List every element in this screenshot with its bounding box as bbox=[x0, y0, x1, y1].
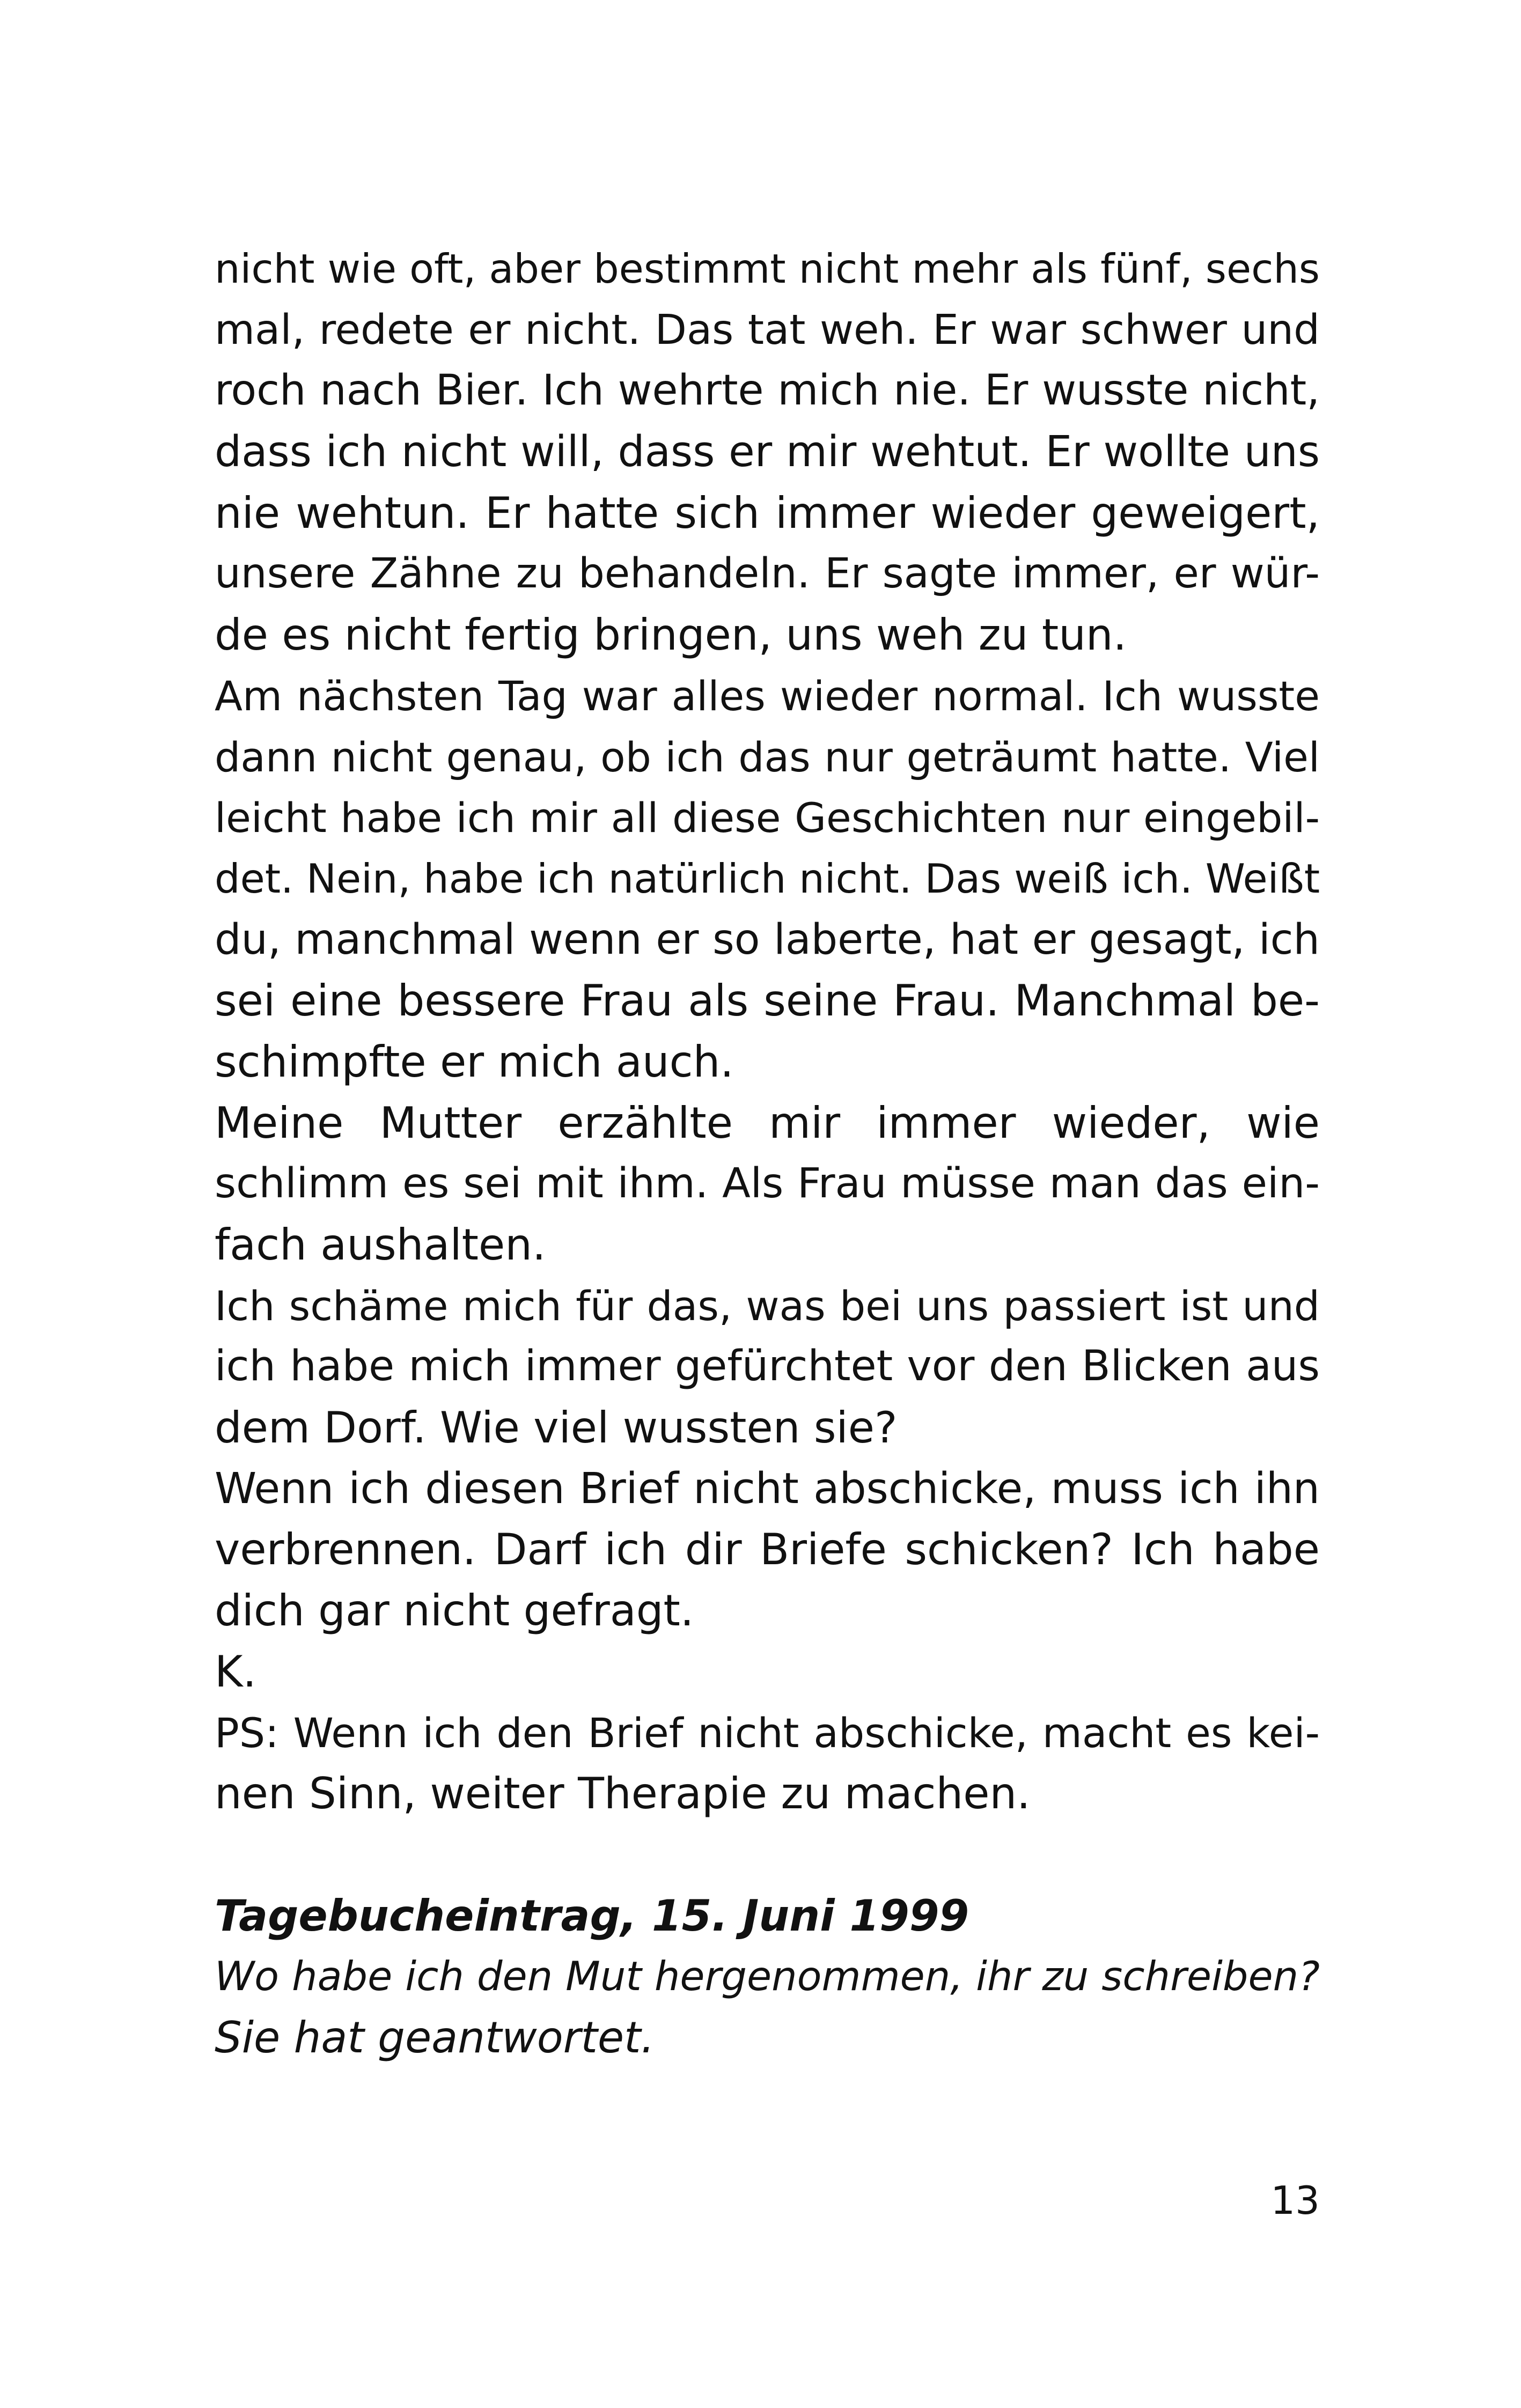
text-line: nicht wie oft, aber bestimmt nicht mehr als fünf, sechs bbox=[215, 245, 1320, 292]
section-gap bbox=[215, 1824, 1320, 1886]
paragraph-1 bbox=[215, 239, 1320, 666]
text-line: Am nächsten Tag war alles wieder normal. Ich wusste bbox=[215, 672, 1320, 720]
text-line: roch nach Bier. Ich wehrte mich nie. Er wusste nicht, bbox=[215, 366, 1320, 415]
text-line: unsere Zähne zu behandeln. Er sagte immer, er wür- bbox=[215, 550, 1320, 598]
paragraph-2 bbox=[215, 666, 1320, 1093]
postscript-paragraph bbox=[215, 1703, 1320, 1824]
text-line: PS: Wenn ich den Brief nicht abschicke, macht es kei- bbox=[215, 1709, 1320, 1757]
signature-paragraph bbox=[215, 1641, 1320, 1703]
diary-entry bbox=[215, 1886, 1320, 2068]
text-line: fach aushalten. bbox=[215, 1220, 546, 1270]
text-line: dich gar nicht gefragt. bbox=[215, 1586, 694, 1636]
text-line: ich habe mich immer gefürchtet vor den Blicken aus bbox=[215, 1342, 1320, 1391]
body-text bbox=[215, 239, 1320, 2068]
paragraph-4 bbox=[215, 1276, 1320, 1459]
text-line: Wenn ich diesen Brief nicht abschicke, muss ich ihn bbox=[215, 1463, 1320, 1513]
text-line: mal, redete er nicht. Das tat weh. Er war schwer und bbox=[215, 306, 1320, 354]
text-line: verbrennen. Darf ich dir Briefe schicken? Ich habe bbox=[215, 1525, 1320, 1575]
text-line: schlimm es sei mit ihm. Als Frau müsse man das ein- bbox=[215, 1160, 1320, 1208]
text-line: det. Nein, habe ich natürlich nicht. Das weiß ich. Weißt bbox=[215, 855, 1320, 902]
text-line: de es nicht fertig bringen, uns weh zu tun. bbox=[215, 610, 1127, 660]
signature-initial: K. bbox=[215, 1646, 256, 1697]
text-line: leicht habe ich mir all diese Geschichten nur eingebil- bbox=[215, 794, 1320, 842]
text-line: dann nicht genau, ob ich das nur geträumt hatte. Viel bbox=[215, 733, 1320, 781]
paragraph-5 bbox=[215, 1459, 1320, 1641]
text-line: schimpfte er mich auch. bbox=[215, 1036, 734, 1087]
page-number: 13 bbox=[1270, 2178, 1320, 2223]
paragraph-3 bbox=[215, 1093, 1320, 1276]
text-line: dem Dorf. Wie viel wussten sie? bbox=[215, 1403, 898, 1453]
text-line: sei eine bessere Frau als seine Frau. Manchmal be- bbox=[215, 976, 1320, 1026]
text-line: nie wehtun. Er hatte sich immer wieder geweigert, bbox=[215, 488, 1320, 538]
text-line: nen Sinn, weiter Therapie zu machen. bbox=[215, 1769, 1031, 1819]
text-line: Meine Mutter erzählte mir immer wieder, wie bbox=[215, 1098, 1320, 1148]
text-line: Ich schäme mich für das, was bei uns passiert ist und bbox=[215, 1282, 1320, 1330]
text-line: dass ich nicht will, dass er mir wehtut. Er wollte uns bbox=[215, 427, 1320, 477]
diary-line: Wo habe ich den Mut hergenommen, ihr zu schreiben? bbox=[215, 1953, 1320, 2000]
diary-heading: Tagebucheintrag, 15. Juni 1999 bbox=[215, 1890, 969, 1941]
diary-line: Sie hat geantwortet. bbox=[215, 2012, 655, 2063]
text-line: du, manchmal wenn er so laberte, hat er gesagt, ich bbox=[215, 915, 1320, 964]
